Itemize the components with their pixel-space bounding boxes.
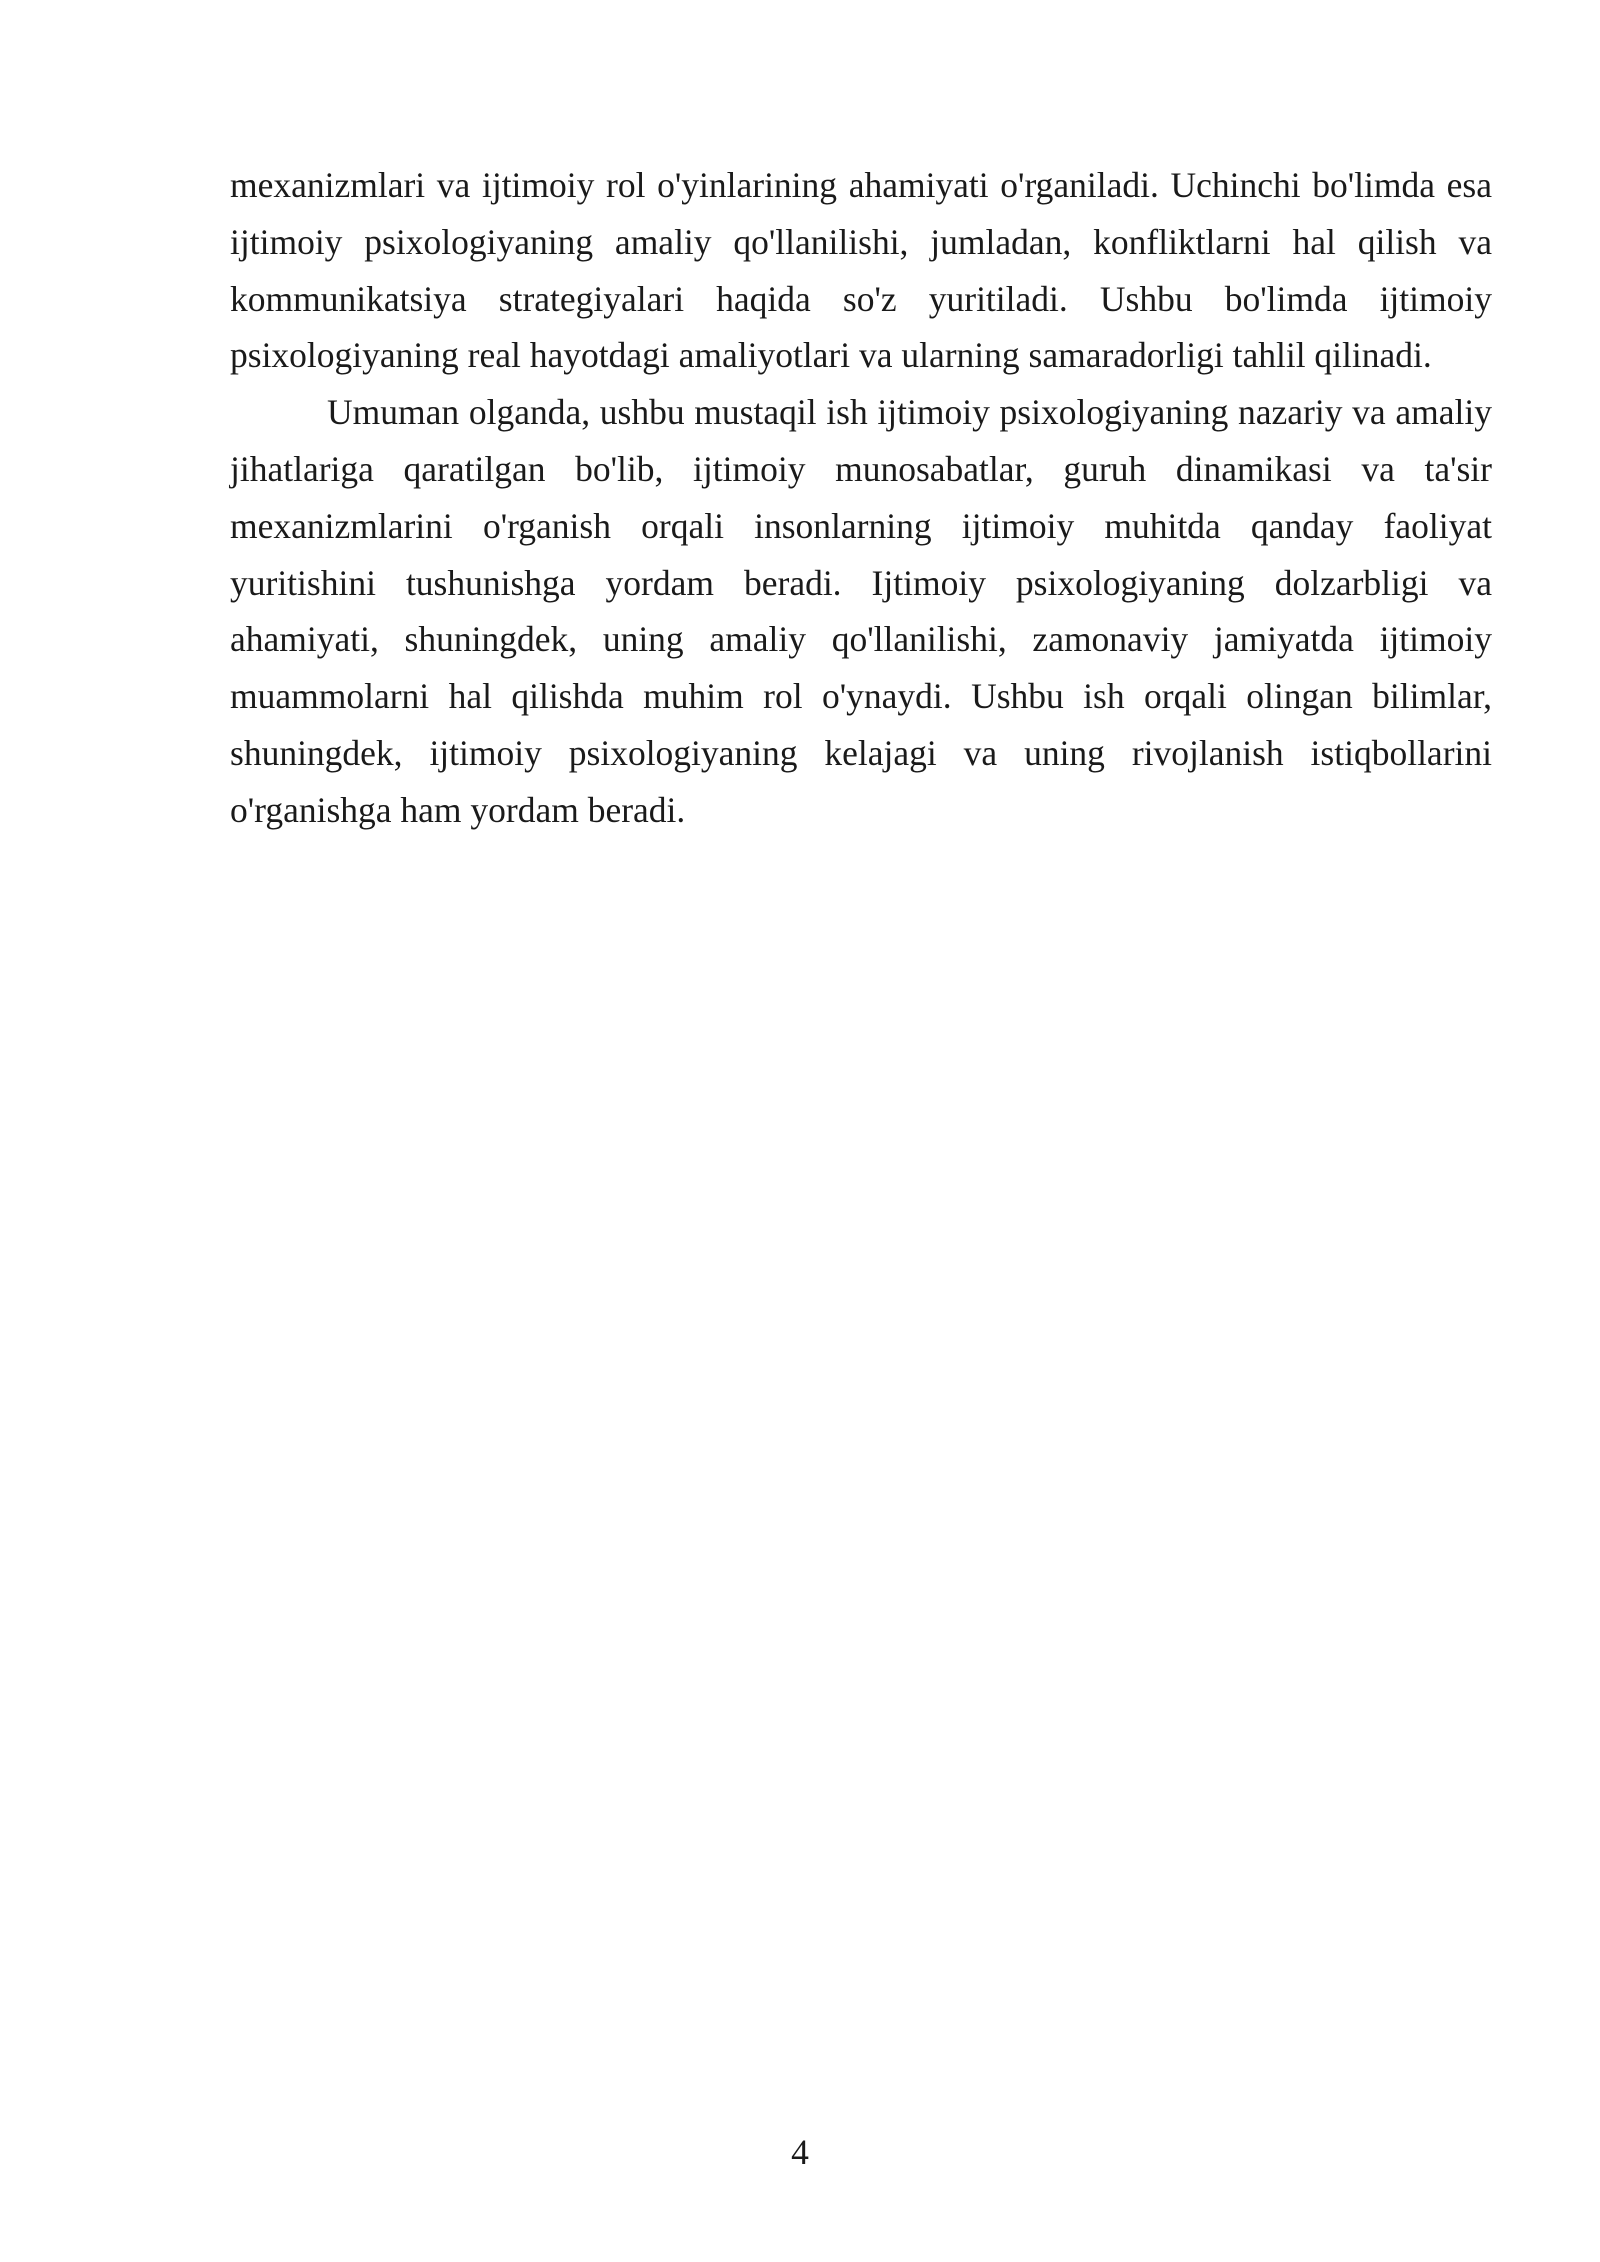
page-number: 4 [791, 2132, 809, 2172]
body-text [230, 157, 1492, 839]
paragraph-1: mexanizmlari va ijtimoiy rol o'yinlarining ahamiyati o'rganiladi. Uchinchi bo'limda esa ijtimoiy psixologiyaning amaliy qo'llanilishi, jumladan, konfliktlarni hal qilish va kommunikatsiya strategiyalari haqida so'z yuritiladi. Ushbu bo'limda ijtimoiy psixologiyaning real hayotdagi amaliyotlari va ularning samaradorligi tahlil qilinadi. [230, 165, 1492, 376]
paragraph-2: Umuman olganda, ushbu mustaqil ish ijtimoiy psixologiyaning nazariy va amaliy jihatlariga qaratilgan bo'lib, ijtimoiy munosabatlar, guruh dinamikasi va ta'sir mexanizmlarini o'rganish orqali insonlarning ijtimoiy muhitda qanday faoliyat yuritishini tushunishga yordam beradi. Ijtimoiy psixologiyaning dolzarbligi va ahamiyati, shuningdek, uning amaliy qo'llanilishi, zamonaviy jamiyatda ijtimoiy muammolarni hal qilishda muhim rol o'ynaydi. Ushbu ish orqali olingan bilimlar, shuningdek, ijtimoiy psixologiyaning kelajagi va uning rivojlanish istiqbollarini o'rganishga ham yordam beradi. [230, 392, 1492, 830]
